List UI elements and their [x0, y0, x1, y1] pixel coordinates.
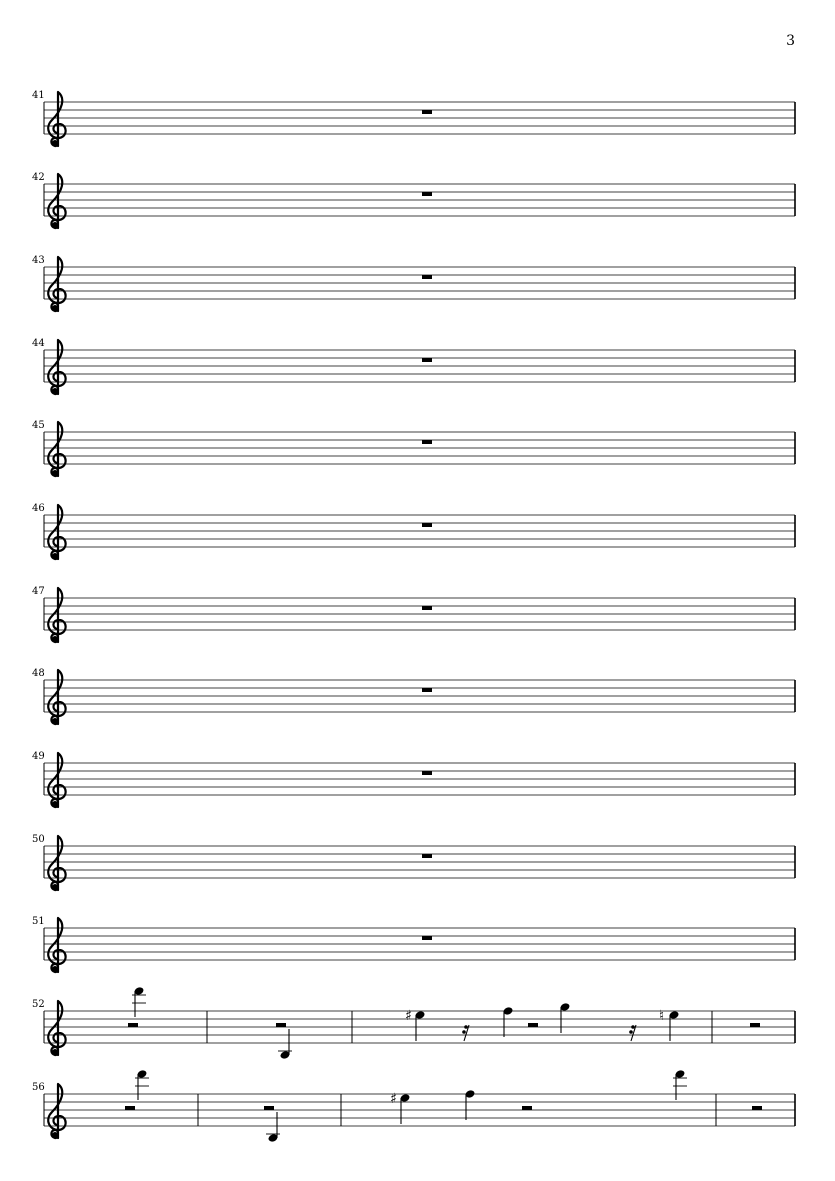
notehead — [503, 1006, 514, 1016]
staff-lines — [44, 598, 795, 630]
treble-clef — [48, 505, 65, 559]
whole-rest — [422, 771, 432, 775]
measure-number: 44 — [32, 338, 45, 349]
whole-rest — [422, 192, 432, 196]
treble-clef — [48, 753, 65, 807]
treble-clef — [48, 340, 65, 394]
measure-number: 48 — [32, 668, 45, 679]
staff-lines — [44, 267, 795, 299]
measure-number: 47 — [32, 586, 45, 597]
note-g-sharp5 — [390, 1091, 410, 1124]
half-rest — [750, 1023, 760, 1027]
staff-lines — [44, 1011, 795, 1043]
treble-clef — [48, 1001, 65, 1055]
staff-lines — [44, 432, 795, 464]
note-b5 — [560, 1002, 571, 1033]
notehead — [675, 1069, 686, 1079]
half-rest — [276, 1023, 286, 1027]
whole-rest — [422, 523, 432, 527]
note-c4 — [278, 1029, 292, 1060]
note-g-sharp5 — [405, 1008, 425, 1041]
measure-number: 51 — [32, 916, 45, 927]
staff-lines — [44, 184, 795, 216]
whole-rest — [422, 110, 432, 114]
notehead — [280, 1050, 291, 1060]
whole-rest — [422, 440, 432, 444]
note-g-natural5 — [659, 1008, 679, 1041]
notehead — [465, 1089, 476, 1099]
measure-number: 45 — [32, 420, 45, 431]
measure-number: 41 — [32, 90, 45, 101]
staff-lines — [44, 680, 795, 712]
notehead — [400, 1093, 411, 1103]
measure-number: 56 — [32, 1082, 45, 1093]
note-c6 — [135, 1069, 149, 1100]
notehead — [415, 1010, 426, 1020]
half-rest — [264, 1106, 274, 1110]
measure-number: 50 — [32, 834, 45, 845]
treble-clef — [48, 588, 65, 642]
note-c6-eighth — [673, 1069, 687, 1100]
treble-clef — [48, 174, 65, 228]
half-rest — [528, 1023, 538, 1027]
notehead — [134, 986, 145, 996]
notehead — [560, 1002, 571, 1012]
staff-lines — [44, 350, 795, 382]
staff-lines — [44, 515, 795, 547]
treble-clef — [48, 257, 65, 311]
staff-lines — [44, 1094, 795, 1126]
measure-number: 42 — [32, 172, 45, 183]
whole-rest — [422, 936, 432, 940]
notehead — [137, 1069, 148, 1079]
sixteenth-rest — [462, 1025, 469, 1041]
whole-rest — [422, 688, 432, 692]
measure-number: 52 — [32, 999, 45, 1010]
notehead — [268, 1133, 279, 1143]
notehead — [669, 1010, 680, 1020]
page-number: 3 — [786, 33, 795, 49]
whole-rest — [422, 854, 432, 858]
natural-accidental: ♮ — [659, 1008, 665, 1024]
treble-clef — [48, 1084, 65, 1138]
whole-rest — [422, 275, 432, 279]
note-c4 — [266, 1112, 280, 1143]
measure-number: 46 — [32, 503, 45, 514]
staff-lines — [44, 102, 795, 134]
note-c6 — [132, 986, 146, 1017]
treble-clef — [48, 670, 65, 724]
half-rest — [522, 1106, 532, 1110]
treble-clef — [48, 92, 65, 146]
sharp-accidental: ♯ — [405, 1008, 412, 1024]
treble-clef — [48, 422, 65, 476]
treble-clef — [48, 836, 65, 890]
staff-lines — [44, 763, 795, 795]
staff-lines — [44, 846, 795, 878]
whole-rest — [422, 606, 432, 610]
half-rest — [128, 1023, 138, 1027]
half-rest — [125, 1106, 135, 1110]
treble-clef — [48, 918, 65, 972]
measure-number: 49 — [32, 751, 45, 762]
half-rest — [752, 1106, 762, 1110]
staff-lines — [44, 928, 795, 960]
measure-number: 43 — [32, 255, 45, 266]
sharp-accidental: ♯ — [390, 1091, 397, 1107]
sixteenth-rest — [629, 1025, 636, 1041]
note-a5 — [503, 1006, 514, 1037]
whole-rest — [422, 358, 432, 362]
note-a5 — [465, 1089, 476, 1120]
